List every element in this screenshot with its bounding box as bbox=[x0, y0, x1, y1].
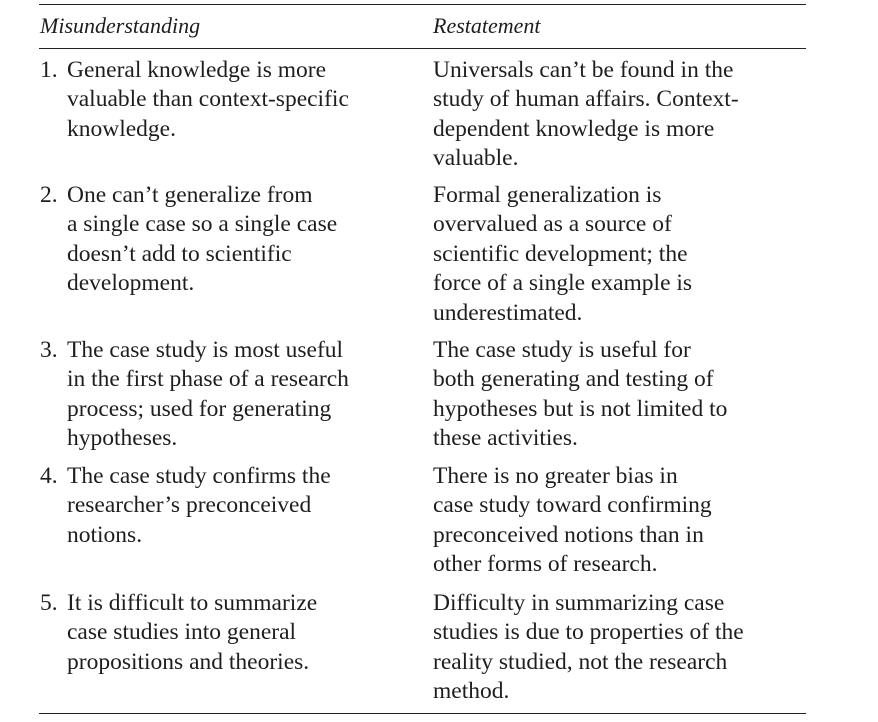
text-line: case studies into general bbox=[67, 619, 297, 646]
row-number: 5. bbox=[40, 590, 58, 616]
text-line: researcher’s preconceived bbox=[67, 492, 312, 519]
row-3-misunderstanding bbox=[40, 336, 349, 454]
row-4-misunderstanding bbox=[40, 462, 331, 550]
text-line: valuable. bbox=[433, 145, 519, 172]
header-misunderstanding: Misunderstanding bbox=[40, 13, 201, 38]
text-line: development. bbox=[67, 270, 195, 297]
text-line: force of a single example is bbox=[433, 270, 693, 297]
text-line: a single case so a single case bbox=[67, 211, 338, 238]
text-line: method. bbox=[433, 678, 510, 705]
text-line: There is no greater bias in bbox=[433, 463, 678, 489]
row-number: 1. bbox=[40, 57, 58, 83]
text-line: reality studied, not the research bbox=[433, 648, 728, 675]
text-line: Universals can’t be found in the bbox=[433, 57, 734, 83]
text-line: knowledge. bbox=[67, 115, 176, 142]
text-line: preconceived notions than in bbox=[433, 521, 704, 548]
header-restatement: Restatement bbox=[433, 13, 541, 38]
text-line: The case study is useful for bbox=[433, 337, 691, 363]
row-4-restatement bbox=[433, 462, 712, 580]
text-line: underestimated. bbox=[433, 299, 583, 326]
row-5-restatement bbox=[433, 589, 744, 707]
text-line: hypotheses but is not limited to bbox=[433, 395, 728, 422]
row-1-misunderstanding bbox=[40, 56, 349, 144]
text-line: valuable than context-specific bbox=[67, 86, 349, 113]
bottom-rule bbox=[39, 713, 806, 714]
row-2-misunderstanding bbox=[40, 181, 337, 299]
text-line: doesn’t add to scientific bbox=[67, 240, 292, 267]
text-line: hypotheses. bbox=[67, 425, 178, 452]
text-line: overvalued as a source of bbox=[433, 211, 672, 238]
text-line: dependent knowledge is more bbox=[433, 115, 715, 142]
text-line: General knowledge is more bbox=[67, 57, 327, 83]
text-line: notions. bbox=[67, 521, 143, 548]
row-5-misunderstanding bbox=[40, 589, 317, 677]
row-1-restatement bbox=[433, 56, 739, 174]
row-number: 4. bbox=[40, 463, 58, 489]
row-number: 2. bbox=[40, 182, 58, 208]
text-line: Difficulty in summarizing case bbox=[433, 590, 725, 616]
text-line: study of human affairs. Context- bbox=[433, 86, 739, 113]
text-line: both generating and testing of bbox=[433, 366, 714, 393]
text-line: propositions and theories. bbox=[67, 648, 310, 675]
text-line: The case study is most useful bbox=[67, 337, 344, 363]
top-rule bbox=[39, 4, 806, 5]
text-line: The case study confirms the bbox=[67, 463, 331, 489]
text-line: in the first phase of a research bbox=[67, 366, 349, 393]
text-line: Formal generalization is bbox=[433, 182, 662, 208]
row-number: 3. bbox=[40, 337, 58, 363]
row-2-restatement bbox=[433, 181, 692, 328]
text-line: these activities. bbox=[433, 425, 578, 452]
text-line: studies is due to properties of the bbox=[433, 619, 744, 646]
text-line: One can’t generalize from bbox=[67, 182, 313, 208]
header-rule bbox=[39, 48, 806, 49]
row-3-restatement bbox=[433, 336, 727, 454]
text-line: case study toward confirming bbox=[433, 492, 712, 519]
text-line: process; used for generating bbox=[67, 395, 332, 422]
text-line: other forms of research. bbox=[433, 551, 658, 578]
text-line: It is difficult to summarize bbox=[67, 590, 318, 616]
text-line: scientific development; the bbox=[433, 240, 688, 267]
